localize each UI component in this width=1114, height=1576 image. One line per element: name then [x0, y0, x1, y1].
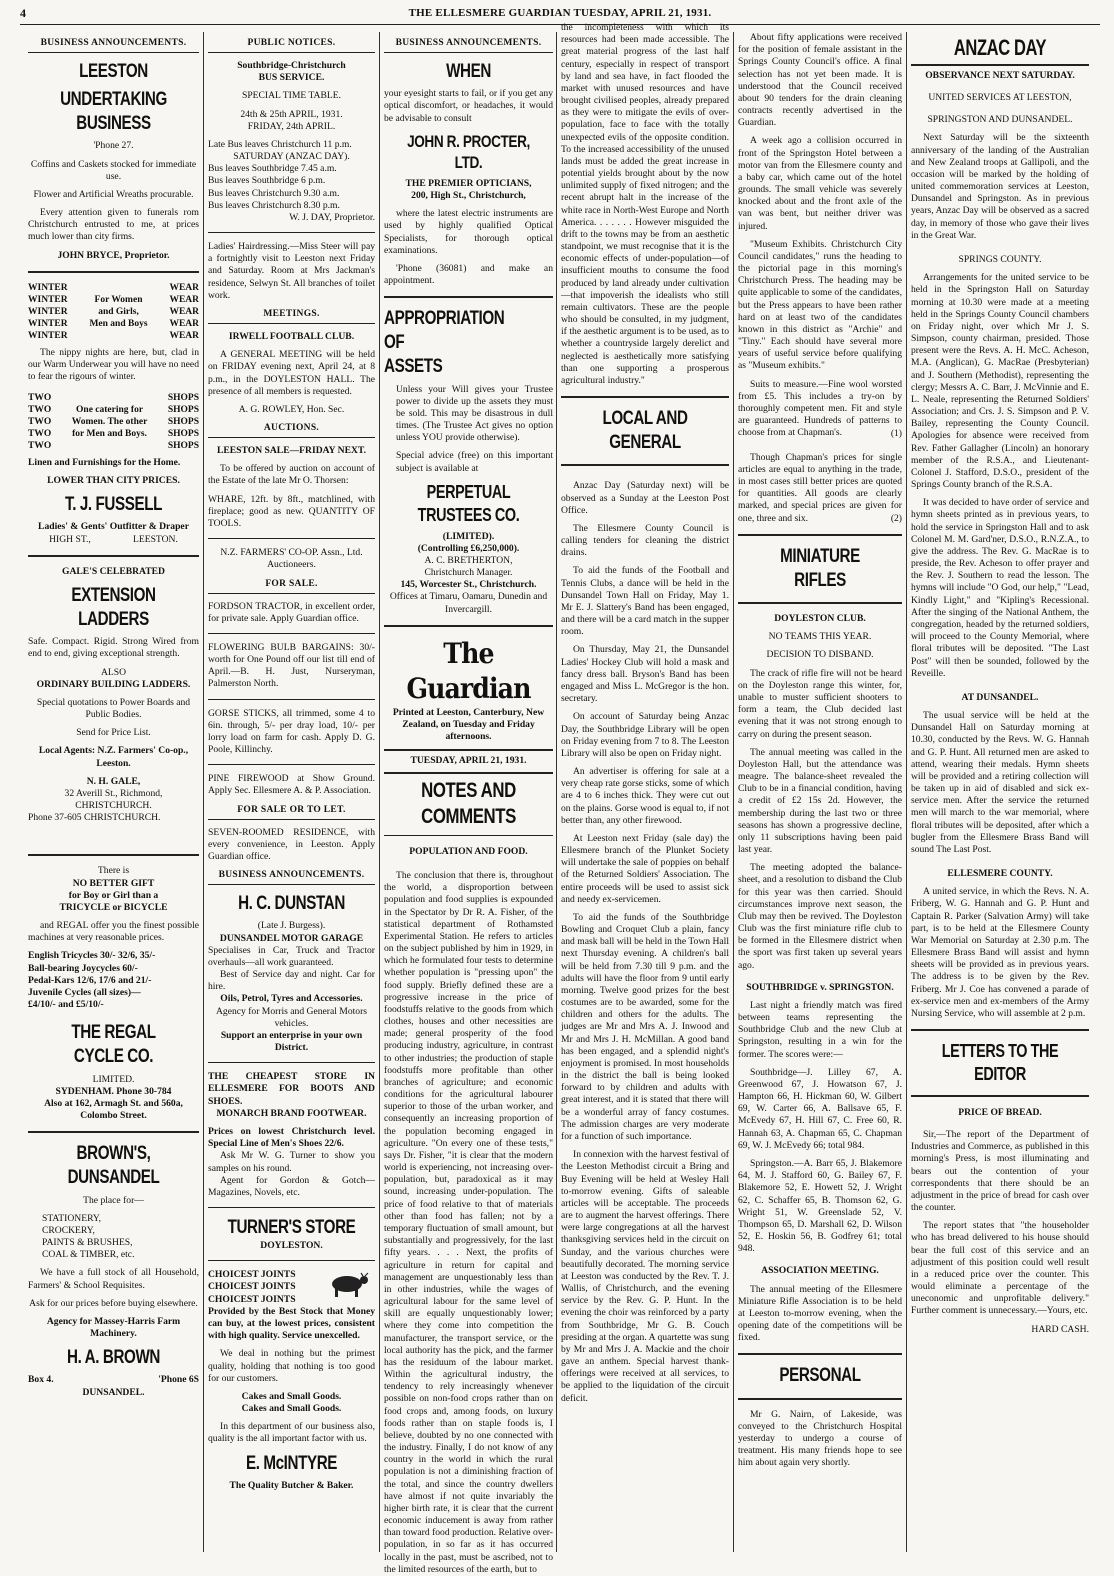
ad-text: We deal in nothing but the primest quality, holding that nothing is too good for our customers.	[208, 1348, 375, 1384]
notice-text: Late Bus leaves Christchurch 11 p.m.	[208, 138, 352, 150]
joint-line: CHOICEST JOINTS	[208, 1281, 296, 1293]
letter-text: The report states that "the householder who has bread delivered to his house should bear the full cost of this service and an adjustment of this position could well result in a reduced price over the counter. This would eliminate a percentage of the uneconomic and unprofitable delivery." Further comment is unnecessary.—Yours, etc.	[911, 1220, 1089, 1317]
ad-text: Ladies' & Gents' Outfitter & Draper	[38, 521, 189, 533]
winter-row-cell: WEAR	[169, 331, 199, 342]
ad-text: Local Agents: N.Z. Farmers' Co-op., Leeston.	[38, 745, 189, 769]
ad-text: ORDINARY BUILDING LADDERS.	[36, 678, 191, 690]
news-paragraph: An advertiser is offering for sale at a very cheap rate gorse sticks, some of which are 4 to 6 inches thick. They were cut out on the plains. Gorse wood is equal to, if not better than, any other firewood.	[561, 766, 729, 826]
two-row-cell: Women. The other	[71, 416, 148, 427]
ad-text: The nippy nights are here, but, clad in our Warm Underwear you will have no need to fear the rigours of winter.	[28, 347, 199, 383]
ad-text: 'Phone 27.	[93, 140, 134, 152]
item-line: PAINTS & BRUSHES,	[42, 1237, 133, 1249]
two-row-cell: for Men and Boys.	[72, 428, 147, 439]
column-heading: NOTES AND COMMENTS	[421, 778, 516, 829]
section-heading: PUBLIC NOTICES.	[208, 37, 375, 53]
ad-text: your eyesight starts to fail, or if you get any optical discomfort, or headaches, it would be advisable to consult	[384, 88, 553, 124]
ad-heading: OF	[384, 332, 405, 354]
ad-text: Ask Mr W. G. Turner to show you samples on his round.	[208, 1150, 375, 1174]
news-paragraph: On account of Saturday being Anzac Day, the Southbridge Library will be open on Friday evening from 7 to 8. The Leeston Library will also be open on Friday night.	[561, 711, 729, 759]
winter-row-cell: WINTER	[28, 331, 68, 342]
ad-text: Christchurch Manager.	[424, 567, 513, 579]
price-line: Pedal-Kars 12/6, 17/6 and 21/-	[28, 974, 152, 986]
news-paragraph: On Thursday, May 21, the Dunsandel Ladies' Hockey Club will hold a mask and fancy dress ball. Bryson's Band has been engaged and Miss L. McGregor is the hon. secretary.	[561, 644, 729, 705]
article-text: Mr G. Nairn, of Lakeside, was conveyed to the Christchurch Hospital yesterday to undergo a course of treatment. His many friends hope to see him about again very shortly.	[738, 1408, 902, 1469]
winter-row	[28, 282, 199, 294]
item-list	[42, 1213, 199, 1262]
ad-text: Cakes and Small Goods.	[241, 1403, 342, 1415]
ad-text: TRICYCLE or BICYCLE	[59, 901, 168, 913]
two-row-cell: TWO	[28, 416, 52, 427]
two-row	[28, 416, 199, 428]
column-heading: LOCAL AND GENERAL	[602, 408, 688, 454]
ad-heading: T. J. FUSSELL	[65, 494, 162, 516]
ad-text: Linen and Furnishings for the Home.	[28, 456, 181, 468]
newspaper-title: THE ELLESMERE GUARDIAN TUESDAY, APRIL 21, 1931.	[408, 7, 712, 19]
ad-text: Coffins and Caskets stocked for immediate use.	[30, 158, 197, 182]
newspaper-nameplate: The Guardian	[406, 636, 531, 706]
article-heading: ANZAC DAY	[953, 35, 1047, 60]
subheading: PRICE OF BREAD.	[958, 1106, 1042, 1118]
ad-text: Provided by the Best Stock that Money can buy, at the lowest prices, consistent with high quality. Service unexcelled.	[208, 1305, 375, 1342]
ad-text: 32 Averill St., Richmond,	[64, 787, 163, 799]
ad-text: LOWER THAN CITY PRICES.	[47, 475, 180, 487]
article-text: the incompleteness with which its resources had been made accessible. The great material progress of the last half century, especially in respect of transport by land and sea have, in fact flooded the market with unused resources and have brought civilised peoples, already prepared as they were to mitigate the evils of over-population, face to face with the totally unexpected evils of the opposite condition. To the increased accessibility of the unused lands must be added the great increase in potential yields brought about by the now unlimited supply of fixed nitrogen; and the recent abrupt halt in the increase of the white race in North-West Europe and North America. . . . . . . However misguided the drift to the towns may be from an aesthetic standpoint, we must recognise that it is the economic effects of under-population—of insufficient mouths to consume the food produced by land already under cultivation—that impoverish the idealists who still remain cultivators. These are the people who should be consulted, in my judgment, if the aesthetic argument is to be used, as to whether a countryside largely derelict and neglected is aesthetically more satisfying than one supporting a prosperous agricultural industry."	[561, 22, 729, 386]
article-heading: POPULATION AND FOOD.	[409, 845, 528, 857]
price-line: English Tricycles 30/- 32/6, 35/-	[28, 950, 156, 962]
section-heading: AUCTIONS.	[208, 422, 375, 438]
ad-text: Special quotations to Power Boards and Public Bodies.	[36, 696, 191, 721]
ad-text: Cakes and Small Goods.	[241, 1390, 342, 1402]
subheading: ASSOCIATION MEETING.	[761, 1265, 879, 1277]
two-row-cell: One catering for	[76, 404, 144, 415]
item-line: STATIONERY,	[42, 1212, 102, 1224]
notice-text: WHARE, 12ft. by 8ft., matchlined, with fireplace; good as new. QUANTITY OF TOOLS.	[208, 493, 375, 529]
ad-heading: H. A. BROWN	[67, 1347, 160, 1369]
ad-text: THE PREMIER OPTICIANS,	[405, 177, 532, 189]
article-text: The annual meeting of the Ellesmere Miniature Rifle Association is to be held at Leeston to-morrow evening, when the opening date of the competitions will be fixed.	[738, 1283, 902, 1344]
notice-text: GORSE STICKS, all trimmed, some 4 to 6in. through, 5/- per dray load, 10/- per lorry load on farm for cash. Apply D. G. Poole, Killinchy.	[208, 707, 375, 756]
ad-text: DOYLESTON.	[260, 1240, 323, 1252]
news-paragraph: The annual meeting was called in the Doyleston Hall, but the attendance was meagre. The balance-sheet revealed the Club to be in a financial condition, having a credit of £2 15s 2d. However, the membership during the last two or three seasons has shown a progressive decline, only 11 subscriptions having been paid last year.	[738, 746, 902, 856]
rifle-paragraphs	[738, 668, 902, 972]
bus-time: Bus leaves Christchurch 9.30 a.m.	[208, 187, 340, 199]
ad-text: and REGAL offer you the finest possible machines at very reasonable prices.	[28, 920, 199, 944]
ad-heading: LEESTON	[79, 61, 148, 83]
news-paragraph: "Museum Exhibits. Christchurch City Council candidates," runs the heading to the pictorial page in this morning's Christchurch Press. The heading may be quite applicable to some of the candidates, but the Press appears to have been rather hard on at least two of the candidates known in this district as "Archie" and "Tiny." Each should have several more years of useful service before qualifying as "Museum exhibits."	[738, 238, 902, 372]
notice-text: 24th & 25th APRIL, 1931.	[240, 108, 343, 120]
two-row-cell: SHOPS	[167, 392, 199, 403]
notice-text: FRIDAY, 24th APRIL.	[247, 120, 336, 132]
two-row-cell: SHOPS	[167, 440, 199, 451]
winter-row	[28, 306, 199, 318]
section-heading: FOR SALE.	[208, 578, 375, 594]
joint-line: CHOICEST JOINTS	[208, 1269, 296, 1281]
ad-heading: ASSETS	[384, 356, 443, 378]
section-heading: BUSINESS ANNOUNCEMENTS.	[28, 37, 199, 53]
two-row	[28, 428, 199, 440]
two-row-cell	[51, 392, 168, 404]
ad-heading: E. McINTYRE	[245, 1452, 338, 1474]
ad-text: In this department of our business also, quality is the all important factor with us.	[208, 1421, 375, 1445]
ad-text: 'Phone (36081) and make an appointment.	[384, 262, 553, 287]
notice-text: FLOWERING BULB BARGAINS: 30/- worth for One Pound off our list till end of April.—B. H. Just, Nurseryman, Palmerston North.	[208, 641, 375, 690]
ad-heading: EXTENSION LADDERS	[71, 584, 156, 631]
news-paragraph: To aid the funds of the Football and Tennis Clubs, a dance will be held in the Dunsandel Town Hall on Friday, May 1. Mr E. J. Slattery's Band has been engaged, and there will be a card match in the supper room.	[561, 565, 729, 638]
ad-text: Though Chapman's prices for single articles are equal to anything in the trade, in most cases still better prices are quoted for quantities. All goods are clearly marked, and special prices are given for one, three and six.	[738, 451, 902, 524]
ad-text: (Controlling £6,250,000).	[417, 542, 520, 554]
two-row-cell: TWO	[28, 428, 52, 439]
winter-row	[28, 318, 199, 330]
two-row-cell: TWO	[28, 440, 52, 451]
ad-text: MONARCH BRAND FOOTWEAR.	[216, 1107, 367, 1119]
winter-row-cell: WINTER	[28, 294, 68, 305]
two-row	[28, 404, 199, 416]
ad-heading: UNDERTAKING BUSINESS	[60, 89, 167, 135]
ad-text: Special advice (free) on this important subject is available at	[396, 450, 553, 474]
column-5	[734, 32, 906, 1552]
ad-text: NO BETTER GIFT	[72, 877, 155, 889]
issue-date: TUESDAY, APRIL 21, 1931.	[410, 755, 527, 767]
ad-text: Prices on lowest Christchurch level. Special Line of Men's Shoes 22/6.	[208, 1125, 375, 1150]
notice-title: BUS SERVICE.	[258, 72, 325, 84]
ad-heading: H. C. DUNSTAN	[238, 893, 345, 915]
notice-text: SPECIAL TIME TABLE.	[242, 90, 341, 102]
winter-row-cell: WINTER	[28, 319, 68, 329]
ad-text: Also at 162, Armagh St. and 560a, Colombo Street.	[44, 1097, 183, 1122]
ad-text: Send for Price List.	[76, 727, 151, 739]
winter-row-cell: WEAR	[169, 319, 199, 329]
ad-text: Best of Service day and night. Car for hire.	[208, 969, 375, 993]
subheading: SPRINGSTON AND DUNSANDEL.	[927, 114, 1073, 126]
ad-text: Agency for Morris and General Motors vehicles.	[215, 1005, 368, 1029]
price-line: £4/10/- and £5/10/-	[28, 999, 104, 1011]
ad-text: LIMITED.	[92, 1073, 135, 1085]
subheading: UNITED SERVICES AT LEESTON,	[928, 92, 1072, 104]
news-paragraph: Last night a friendly match was fired between teams representing the Southbridge Club and the new Club at Springston, resulting in a win for the former. The scores were:—	[738, 999, 902, 1060]
ad-heading: BROWN'S, DUNSANDEL	[67, 1143, 160, 1189]
two-row-cell: TWO	[28, 404, 52, 415]
ad-text: (Late J. Burgess).	[257, 920, 326, 932]
address-line	[28, 534, 199, 546]
subheading: DOYLESTON CLUB.	[774, 613, 866, 625]
article-heading: PERSONAL	[779, 1365, 861, 1387]
news-paragraphs	[738, 32, 902, 373]
ad-text: DUNSANDEL MOTOR GARAGE	[219, 932, 364, 944]
winter-row-cell: WEAR	[169, 294, 199, 305]
ad-text: Specialises in Car, Truck and Tractor overhauls—all work guaranteed.	[208, 944, 375, 968]
ad-text: Ask for our prices before buying elsewhere.	[29, 1297, 198, 1309]
ad-text: ALSO	[100, 666, 127, 678]
article-text: The conclusion that there is, throughout the world, a disproportion between population and food supplies is expounded in the Spectator by Dr R. A. Fisher, of the statistical department of Rothamsted Experimental Station. He refers to articles on the subject published by him in 1929, in which he formulated four tests to determine whether population is "pressing upon" the food supply. Briefly defined these are a progressive increase in the price of foodstuffs relative to the goods from which clothes, houses and other necessities are made; general prosperity of the food producing industry, agriculture, in contrast to other industries; the production of staple foodstuffs more profitable than other branches of agriculture; and economic conditions for the agricultural labourer superior to those of the urban worker, and consequently an increasing proportion of the population becoming engaged in agriculture. "On every one of these tests," says Dr. Fisher, "it is clear that the modern world is experiencing, not increasing over-population, but, paradoxical as it may sound, increasing under-population. The price of food relative to that of materials other than food has fallen; not by a temporary fluctuation of small amount, but substantially and progressively, for the last fifty years. . . . Next, the profits of agriculture in return for capital and management are unquestionably less than in other industries, while the wages of agricultural labour for the same level of skill are equally unquestionably lower; where they come into competition the manufacturer, the transport service, or the local authority has the pick, and the farmer has the residuum of the labour market. Within the agricultural industry, the tendency to rely increasingly whenever possible on non-food crops rather than on food crops and, among foods, on luxury foods rather than on staple foods is, I believe, doubted by no one connected with the industry. Finally, I do not know of any country in the world in which the rural population is not a diminishing fraction of the total, and since the country dwellers have almost if not quite invariably the higher birth rate, it is clear that the current economic inducement is away from rather than toward food production. Relative over-population, in so far as it has occurred locally in the past, must be ascribed, not to the limited resources of the earth, but to	[384, 870, 553, 1575]
bus-time: Bus leaves Southbridge 6 p.m.	[208, 175, 326, 187]
two-row-cell	[51, 440, 168, 452]
ad-text: SYDENHAM. Phone 30-784	[55, 1085, 172, 1097]
ad-heading: THE REGAL CYCLE CO.	[71, 1022, 156, 1068]
winter-wear-block	[28, 282, 199, 342]
phone: 'Phone 6S	[158, 1374, 199, 1386]
winter-row-cell: Men and Boys	[89, 319, 148, 329]
subheading: ELLESMERE COUNTY.	[947, 868, 1053, 880]
town: LEESTON.	[133, 533, 178, 545]
ad-text: Support an enterprise in your own District.	[220, 1029, 363, 1054]
subheading: SOUTHBRIDGE v. SPRINGSTON.	[746, 981, 894, 993]
notice-text: To be offered by auction on account of the Estate of the late Mr O. Thorsen:	[208, 463, 375, 487]
ad-text: Oils, Petrol, Tyres and Accessories.	[220, 993, 363, 1005]
subheading: SPRINGS COUNTY.	[958, 254, 1042, 265]
notice-signature: W. J. DAY, Proprietor.	[289, 211, 375, 223]
ad-text: Safe. Compact. Rigid. Strong Wired from end to end, giving exceptional strength.	[28, 636, 199, 660]
ad-text: A. C. BRETHERTON,	[424, 554, 513, 566]
article-text: A united service, in which the Revs. N. A. Friberg, W. G. Hannah and G. P. Hunt and Captain R. Parker (Salvation Army) will take part, is to be held at the Ellesmere County War Memorial on Saturday at 2.30 p.m. The Ellesmere Brass Band will assist and hymn sheets will be provided as in previous years. The address is to be given by the Rev. Friberg. Mr J. Coe has convened a parade of ex-service men and ex-members of the Army Nursing Service, who will assemble at 2 p.m.	[911, 886, 1089, 1019]
subheading: DECISION TO DISBAND.	[766, 649, 874, 661]
price-list	[28, 950, 199, 1011]
subheading: NO TEAMS THIS YEAR.	[768, 631, 872, 643]
news-paragraph: Anzac Day (Saturday next) will be observed as a Sunday at the Leeston Post Office.	[561, 480, 729, 516]
winter-row-cell	[68, 330, 170, 342]
column-2	[204, 32, 379, 1552]
article-heading: MINIATURE RIFLES	[780, 545, 860, 591]
bus-time: Bus leaves Christchurch 8.30 p.m.	[208, 199, 340, 211]
notice-title: LEESTON SALE—FRIDAY NEXT.	[216, 445, 366, 457]
notice-text: FORDSON TRACTOR, in excellent order, for private sale. Apply Guardian office.	[208, 600, 375, 624]
news-paragraph: At Leeston next Friday (sale day) the Ellesmere branch of the Plunket Society will undertake the sale of poppies on behalf of the Returned Soldiers' Association. The entire proceeds will be used to assist sick and needy ex-servicemen.	[561, 832, 729, 905]
section-heading: BUSINESS ANNOUNCEMENTS.	[384, 37, 553, 53]
notice-text: SATURDAY (ANZAC DAY).	[233, 151, 350, 163]
letter-signature: HARD CASH.	[1031, 1323, 1089, 1335]
ad-signature: JOHN BRYCE, Proprietor.	[57, 249, 170, 261]
ad-text: Every attention given to funerals rom Christchurch entrusted to me, at prices much lower than city firms.	[28, 207, 199, 243]
item-line: COAL & TIMBER, etc.	[42, 1249, 135, 1261]
subheading: AT DUNSANDEL.	[961, 691, 1039, 703]
notice-text: PINE FIREWOOD at Show Ground. Apply Sec. Ellesmere A. & P. Association.	[208, 773, 375, 797]
news-paragraph: The meeting adopted the balance-sheet, and a resolution to disband the Club for this year was then carried. Should circumstances improve next season, the Club may then be revived. The Doyleston Club was the first miniature rifle club to be formed in the Ellesmere district when the sport was first taken up several years ago.	[738, 862, 902, 971]
joint-line: CHOICEST JOINTS	[208, 1293, 296, 1305]
ad-text: Phone 37-605 CHRISTCHURCH.	[28, 812, 161, 824]
notice-title: Southbridge-Christchurch	[237, 60, 346, 72]
butcher-ad	[208, 1269, 375, 1306]
ad-text: DUNSANDEL.	[82, 1386, 145, 1398]
news-paragraph: Springston.—A. Barr 65, J. Blakemore 64, M. J. Stafford 60, G. Bailey 67, F. Blakemore 52, E. Howett 52, J. Wright 62, C. Schaffer 65, B. Thomson 62, G. Wright 51, W. Greenslade 52, V. Thompson 65, D. Marshall 62, D. Wilson 52, E. Hoskin 56, B. Godfrey 61; total 948.	[738, 1158, 902, 1255]
ad-text: GALE'S CELEBRATED	[62, 565, 165, 577]
two-row-cell: SHOPS	[167, 416, 199, 427]
address-line	[28, 1374, 199, 1386]
news-paragraph: Southbridge—J. Lilley 67, A. Greenwood 67, J. Howatson 67, J. Hampton 66, H. Hickman 60, W. Gilbert 69, W. Carter 66, A. Ballsave 65, F. McEvedy 67, H. Hill 67, C. Free 60, R. Hannah 63, A. Chapman 65, C. Chapman 69, W. J. McEvedy 66; total 984.	[738, 1066, 902, 1151]
news-paragraph: In connexion with the harvest festival of the Leeston Methodist circuit a Bring and Buy Evening will be held at Wesley Hall to-morrow evening. Gifts of saleable articles will be acceptable. The proceeds are to augment the harvest offerings. There were large congregations at all the harvest thanksgiving services held in the circuit on Sunday, and the various churches were beautifully decorated. The morning service at Leeston was conducted by the Rev. T. J. Wallis, of Christchurch, and the evening service by the Rev. G. P. Hunt. In the evening the choir was reinforced by a party from Southbridge, Mr G. B. Couch presiding at the organ. A quartette was sung by Mr and Mrs J. A. Mackie and the choir gave an anthem. Special harvest thank-offerings were received at all services, to be applied to the liquidation of the circuit deficit.	[561, 1149, 729, 1404]
two-row	[28, 392, 199, 404]
news-paragraph: A week ago a collision occurred in front of the Springston Hotel between a motor van from the Ellesmere county and a baby car, which came out of the hotel grounds. The small vehicle was severely knocked about and the front axle of the van was bent, but neither driver was injured.	[738, 135, 902, 232]
ad-text: The place for—	[83, 1194, 144, 1206]
bus-times	[208, 163, 375, 212]
bus-time: Bus leaves Southbridge 7.45 a.m.	[208, 163, 337, 175]
item-line: CROCKERY,	[42, 1224, 95, 1236]
letter-text: Sir,—The report of the Department of Industries and Commerce, as published in this morning's Press, is most illuminating and bears out the contention of your correspondents that there should be an adjustment in the price of bread for cash over the counter.	[911, 1129, 1089, 1214]
ad-text: The Quality Butcher & Baker.	[229, 1479, 354, 1491]
match-paragraphs	[738, 1000, 902, 1255]
winter-row-cell: WEAR	[169, 282, 199, 293]
winter-row-cell: WINTER	[28, 306, 68, 317]
ad-text: 145, Worcester St., Christchurch.	[400, 579, 537, 591]
column-4	[557, 22, 733, 1552]
ad-text: Suits to measure.—Fine wool worsted from £5. This includes a try-on by thoroughly competent men. Fit and style are guaranteed. Hundreds of patterns to choose from at Chapman's.	[738, 378, 902, 439]
ad-text: Agent for Gordon & Gotch—Magazines, Novels, etc.	[208, 1174, 375, 1198]
article-text: Next Saturday will be the sixteenth anniversary of the landing of the Australian and New Zealand troops at Gallipoli, and the occasion will be marked by the holding of united commemoration services at Leeston, Dunsandel and Springston. As in previous years, Anzac Day will be observed as a sacred day, in memory of those who gave their lives in the Great War.	[911, 132, 1089, 241]
imprint: Printed at Leeston, Canterbury, New Zealand, on Tuesday and Friday afternoons.	[392, 706, 545, 743]
notice-text: Ladies' Hairdressing.—Miss Steer will pay a fortnightly visit to Leeston next Friday and Saturday. Room at Mrs Jackman's residence, Selwyn St. All branches of toilet work.	[208, 241, 375, 301]
ad-heading: TURNER'S STORE	[227, 1217, 356, 1239]
masthead	[20, 6, 1100, 25]
news-paragraph: The crack of rifle fire will not be heard on the Doyleston range this winter, for, unable to muster sufficient shooters to form a team, the Club decided last evening that it was not strong enough to carry on during the present season.	[738, 667, 902, 740]
two-row	[28, 440, 199, 452]
ad-text: N. H. GALE,	[86, 775, 141, 787]
ad-text: (LIMITED).	[442, 530, 495, 542]
article-heading: LETTERS TO THE EDITOR	[941, 1041, 1059, 1084]
column-1	[24, 32, 203, 1552]
ad-text: Offices at Timaru, Oamaru, Dunedin and Invercargill.	[389, 591, 548, 615]
ad-text: where the latest electric instruments are used by highly qualified Optical Specialists, for thorough optical examinations.	[384, 208, 553, 256]
winter-row-cell	[68, 282, 170, 294]
winter-row-cell: and Girls,	[98, 306, 139, 317]
notice-text: SEVEN-ROOMED RESIDENCE, with every convenience, in Leeston. Apply Guardian office.	[208, 826, 375, 863]
two-row-cell: TWO	[28, 392, 52, 403]
subheading: OBSERVANCE NEXT SATURDAY.	[925, 69, 1075, 81]
ad-text: There is	[97, 865, 130, 877]
winter-row-cell: For Women	[94, 294, 143, 305]
ad-number: (2)	[890, 512, 902, 524]
ad-text: We have a full stock of all Household, Farmers' & School Requisites.	[28, 1267, 199, 1291]
ad-heading: PERPETUAL TRUSTEES CO.	[417, 481, 520, 525]
section-heading: BUSINESS ANNOUNCEMENTS.	[208, 869, 375, 885]
ad-heading: JOHN R. PROCTER, LTD.	[407, 131, 530, 173]
column-3	[380, 32, 557, 1575]
price-line: Juvenile Cycles (all sizes)—	[28, 986, 141, 998]
two-row-cell: SHOPS	[167, 404, 199, 415]
price-line: Ball-bearing Joycycles 60/-	[28, 962, 138, 974]
notice-title: IRWELL FOOTBALL CLUB.	[228, 331, 355, 343]
article-text: It was decided to have order of service and hymn sheets printed as in previous years, to hold the service in Springston Hall and to ask Colonel M. M. Gard'ner, D.S.O., R.N.Z.A., to give the address. The Rev. G. MacRae is to preside, the Rev. Acheson to offer prayer and the Rev. J. Southern to read the lesson. The hymns will include "O God, our help," "Lead, Kindly Light," and "Kipling's Recessional. After the singing of the National Anthem, the congregation, headed by the returned soldiers, will proceed to the County Memorial, where floral tributes will be deposited. "The Last Post" will then be sounded, followed by the Reveille.	[911, 497, 1089, 679]
ad-text: Flower and Artificial Wreaths procurable.	[33, 188, 194, 200]
ad-text: Unless your Will gives your Trustee power to divide up the assets they must be sold. This may be disastrous in dull times. (The Trustee Act gives no option unless YOU provide otherwise).	[396, 383, 553, 444]
notice-signature: A. G. ROWLEY, Hon. Sec.	[238, 403, 345, 415]
ad-number: (1)	[890, 427, 902, 439]
winter-row	[28, 294, 199, 306]
winter-row-cell: WINTER	[28, 282, 68, 293]
ad-text: 200, High St., Christchurch,	[411, 190, 526, 202]
notice-text: N.Z. FARMERS' CO-OP. Assn., Ltd. Auctioneers.	[220, 547, 363, 571]
page-number: 4	[20, 6, 26, 20]
two-row-cell: SHOPS	[167, 428, 199, 439]
ad-text: Agency for Massey-Harris Farm Machinery.	[46, 1315, 181, 1340]
section-heading: FOR SALE OR TO LET.	[208, 804, 375, 820]
article-text: Arrangements for the united service to be held in the Springston Hall on Saturday morning at 10.30 were made at a meeting held in the Springs County Council chambers on Friday night, over which Mr J. S. Simpson, county chairman, presided. Those present were the Revs. A. H. McC. Acheson, M.A. (Anglican), G. MacRae (Presbyterian) and J. Southern (Methodist), representing the clergy; Messrs A. C. Barr, J. McVinnie and E. L. Neale, representing the Returned Soldiers' Association; and Crs. J. S. Simpson and P. V. Bailey, representing the County Council. Apologies for absence were received from Rev. Father Gallagher (Lincoln) an honorary member of the R.S.A., and Lieutenant-Colonel J. Stafford, D.S.O., president of the Springs County branch of the R.S.A.	[911, 272, 1089, 491]
notice-text: A GENERAL MEETING will be held on FRIDAY evening next, April 24, at 8 p.m., in the DOYLESTON HALL. The presence of all members is requested.	[208, 349, 375, 397]
local-news-list	[561, 480, 729, 1404]
address: HIGH ST.,	[49, 533, 91, 545]
winter-row	[28, 330, 199, 342]
ad-text: THE CHEAPEST STORE IN ELLESMERE FOR BOOTS AND SHOES.	[208, 1071, 375, 1107]
ad-text: CHRISTCHURCH.	[75, 800, 152, 812]
news-paragraph: To aid the funds of the Southbridge Bowling and Croquet Club a plain, fancy and mask ball will be held in the Town Hall next Thursday evening. A children's ball will be held from 7.30 till 9 p.m. and the adults will have the floor from 9 until early morning. Twelve good prizes for the best costumes are to be awarded, some for the children and others for the adults. The judges are Mr and Mrs A. J. Inwood and Mr and Mrs J. H. McMillan. A good band has been engaged, and a splendid night's enjoyment is promised. In most households in the district the ball is being looked forward to by children and adults with great interest, and it is stated that there will be a wonderful array of fancy costumes. The admission charges are very moderate for a function of such importance.	[561, 911, 729, 1142]
ad-heading: APPROPRIATION	[384, 308, 505, 330]
winter-row-cell: WEAR	[169, 306, 199, 317]
bull-icon	[325, 1269, 369, 1299]
ad-heading: WHEN	[446, 61, 491, 83]
two-shops-block	[28, 392, 199, 452]
section-heading: MEETINGS.	[208, 308, 375, 324]
article-text: The usual service will be held at the Dunsandel Hall on Saturday morning at 10.30, conducted by the Revs. W. G. Hannah and G. P. Hunt. All returned men are asked to attend, wearing their medals. Hymn sheets will be provided and a retiring collection will be taken up in aid of disabled and sick ex-service men. After the service the returned men will march to the war memorial, where floral tributes will be deposited, after which a bugler from the Ellesmere Brass Band will sound The Last Post.	[911, 710, 1089, 855]
column-6	[907, 32, 1093, 1552]
ad-text: for Boy or Girl than a	[68, 889, 159, 901]
news-paragraph: About fifty applications were received for the position of female assistant in the Springs County Council's office. A final selection has not yet been made. It is understood that the Council received about 90 tenders for the drain cleaning contracts recently advertised in the Guardian.	[738, 32, 902, 129]
box: Box 4.	[28, 1374, 54, 1386]
news-paragraph: The Ellesmere County Council is calling tenders for cleaning the district drains.	[561, 522, 729, 559]
